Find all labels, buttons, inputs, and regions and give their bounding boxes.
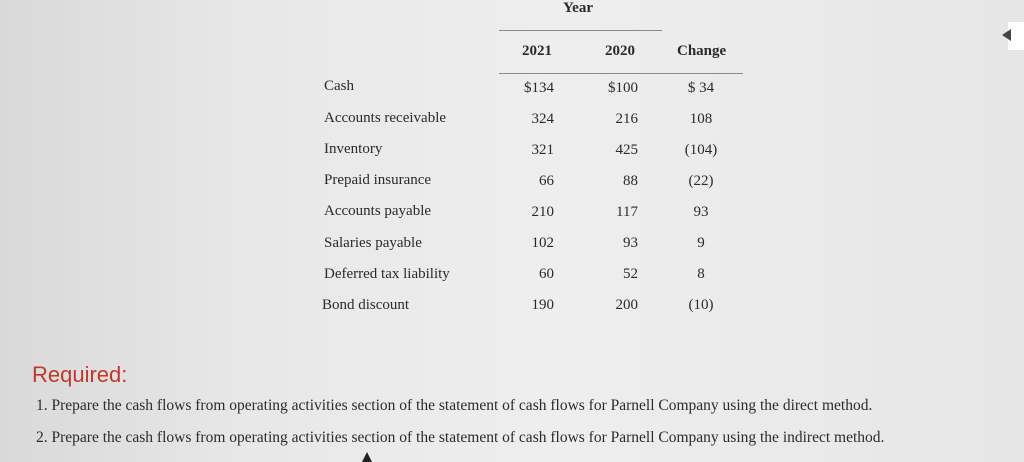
value-2021: 102 [531,235,554,251]
value-2020: 425 [615,142,638,158]
row-label: Cash [324,78,354,94]
col-header-change: Change [677,43,727,59]
required-item-1: 1. Prepare the cash flows from operating activities section of the statement of cash flows for Parnell Company using the direct method. [36,397,873,414]
value-2021: 190 [531,297,554,313]
value-2020: 117 [616,204,638,220]
row-label: Deferred tax liability [324,266,450,282]
value-2020: 88 [623,173,638,189]
required-item-2: 2. Prepare the cash flows from operating activities section of the statement of cash flows for Parnell Company using the indirect method. [36,429,885,446]
value-change: $ 34 [687,80,715,96]
collapse-arrow-icon[interactable] [1002,29,1011,41]
row-label: Inventory [324,141,383,157]
value-2020: $100 [608,80,638,96]
required-title: Required: [32,362,128,387]
row-label: Bond discount [322,297,410,313]
value-change: (104) [684,142,718,158]
value-2021: 324 [531,111,554,127]
value-change: 9 [697,235,705,251]
year-rule [499,30,662,31]
cursor-icon [362,452,372,462]
value-change: 8 [697,266,705,282]
value-2021: 210 [531,204,554,220]
value-2020: 52 [623,266,638,282]
value-change: 108 [689,111,713,127]
year-header: Year [563,0,593,16]
row-label: Salaries payable [324,235,422,251]
col-header-2020: 2020 [605,43,635,59]
header-rule [499,73,743,74]
value-2021: $134 [524,80,554,96]
value-2020: 216 [615,111,638,127]
col-header-2021: 2021 [522,43,552,59]
value-2020: 93 [623,235,638,251]
value-change: (10) [688,297,714,313]
value-2021: 60 [539,266,554,282]
value-2021: 321 [531,142,554,158]
row-label: Prepaid insurance [324,172,432,188]
value-2020: 200 [615,297,638,313]
row-label: Accounts payable [324,203,432,219]
value-change: (22) [688,173,714,189]
value-2021: 66 [539,173,554,189]
row-label: Accounts receivable [324,110,447,126]
value-change: 93 [693,204,709,220]
